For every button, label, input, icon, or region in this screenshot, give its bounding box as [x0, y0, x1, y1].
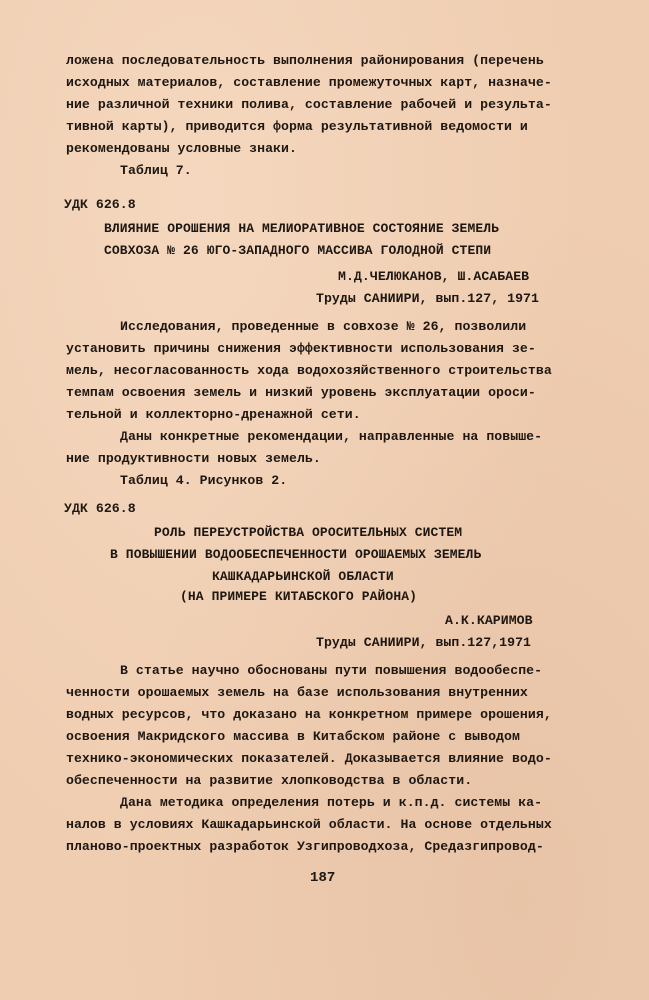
source-reference: Труды САНИИРИ, вып.127, 1971 [316, 291, 539, 306]
udk-code: УДК 626.8 [64, 197, 136, 212]
text-line: В статье научно обоснованы пути повышения водообеспе- [120, 663, 543, 678]
abstract-title-line: (НА ПРИМЕРЕ КИТАБСКОГО РАЙОНА) [180, 589, 418, 604]
text-line: Даны конкретные рекомендации, направленные на повыше- [120, 429, 543, 444]
source-reference: Труды САНИИРИ, вып.127,1971 [316, 635, 532, 650]
text-line: ние продуктивности новых земель. [66, 451, 321, 466]
text-line: ложена последовательность выполнения районирования (перечень [66, 53, 544, 68]
text-line: мель, несогласованность хода водохозяйственного строительства [66, 363, 552, 378]
text-line: технико-экономических показателей. Доказывается влияние водо- [66, 751, 552, 766]
abstract-title-line: СОВХОЗА № 26 ЮГО-ЗАПАДНОГО МАССИВА ГОЛОДНОЙ СТЕПИ [104, 243, 492, 258]
text-line: рекомендованы условные знаки. [66, 141, 297, 156]
text-line: ние различной техники полива, составление рабочей и результа- [66, 97, 552, 112]
authors: А.К.КАРИМОВ [445, 613, 533, 628]
text-line: темпам освоения земель и низкий уровень эксплуатации ороси- [66, 385, 536, 400]
authors: М.Д.ЧЕЛЮКАНОВ, Ш.АСАБАЕВ [338, 269, 530, 284]
text-line: установить причины снижения эффективности использования зе- [66, 341, 536, 356]
text-line: тельной и коллекторно-дренажной сети. [66, 407, 361, 422]
tables-count: Таблиц 4. Рисунков 2. [120, 473, 288, 488]
text-line: ченности орошаемых земель на базе использования внутренних [66, 685, 528, 700]
text-line: планово-проектных разработок Узгипроводхоза, Средазгипровод- [66, 839, 544, 854]
udk-code: УДК 626.8 [64, 501, 136, 516]
text-line: обеспеченности на развитие хлопководства в области. [66, 773, 473, 788]
abstract-title-line: В ПОВЫШЕНИИ ВОДООБЕСПЕЧЕННОСТИ ОРОШАЕМЫХ ЗЕМЕЛЬ [110, 547, 482, 562]
text-line: тивной карты), приводится форма результативной ведомости и [66, 119, 528, 134]
page-number: 187 [310, 870, 336, 886]
text-line: освоения Макридского массива в Китабском районе с выводом [66, 729, 520, 744]
text-line: Дана методика определения потерь и к.п.д. системы ка- [120, 795, 543, 810]
abstract-title-line: КАШКАДАРЬИНСКОЙ ОБЛАСТИ [212, 569, 394, 584]
text-line: Исследования, проведенные в совхозе № 26, позволили [120, 319, 527, 334]
text-line: исходных материалов, составление промежуточных карт, назначе- [66, 75, 552, 90]
tables-count: Таблиц 7. [120, 163, 192, 178]
text-line: водных ресурсов, что доказано на конкретном примере орошения, [66, 707, 552, 722]
text-line: налов в условиях Кашкадарьинской области. На основе отдельных [66, 817, 552, 832]
abstract-title-line: РОЛЬ ПЕРЕУСТРОЙСТВА ОРОСИТЕЛЬНЫХ СИСТЕМ [154, 525, 463, 540]
abstract-title-line: ВЛИЯНИЕ ОРОШЕНИЯ НА МЕЛИОРАТИВНОЕ СОСТОЯНИЕ ЗЕМЕЛЬ [104, 221, 500, 236]
